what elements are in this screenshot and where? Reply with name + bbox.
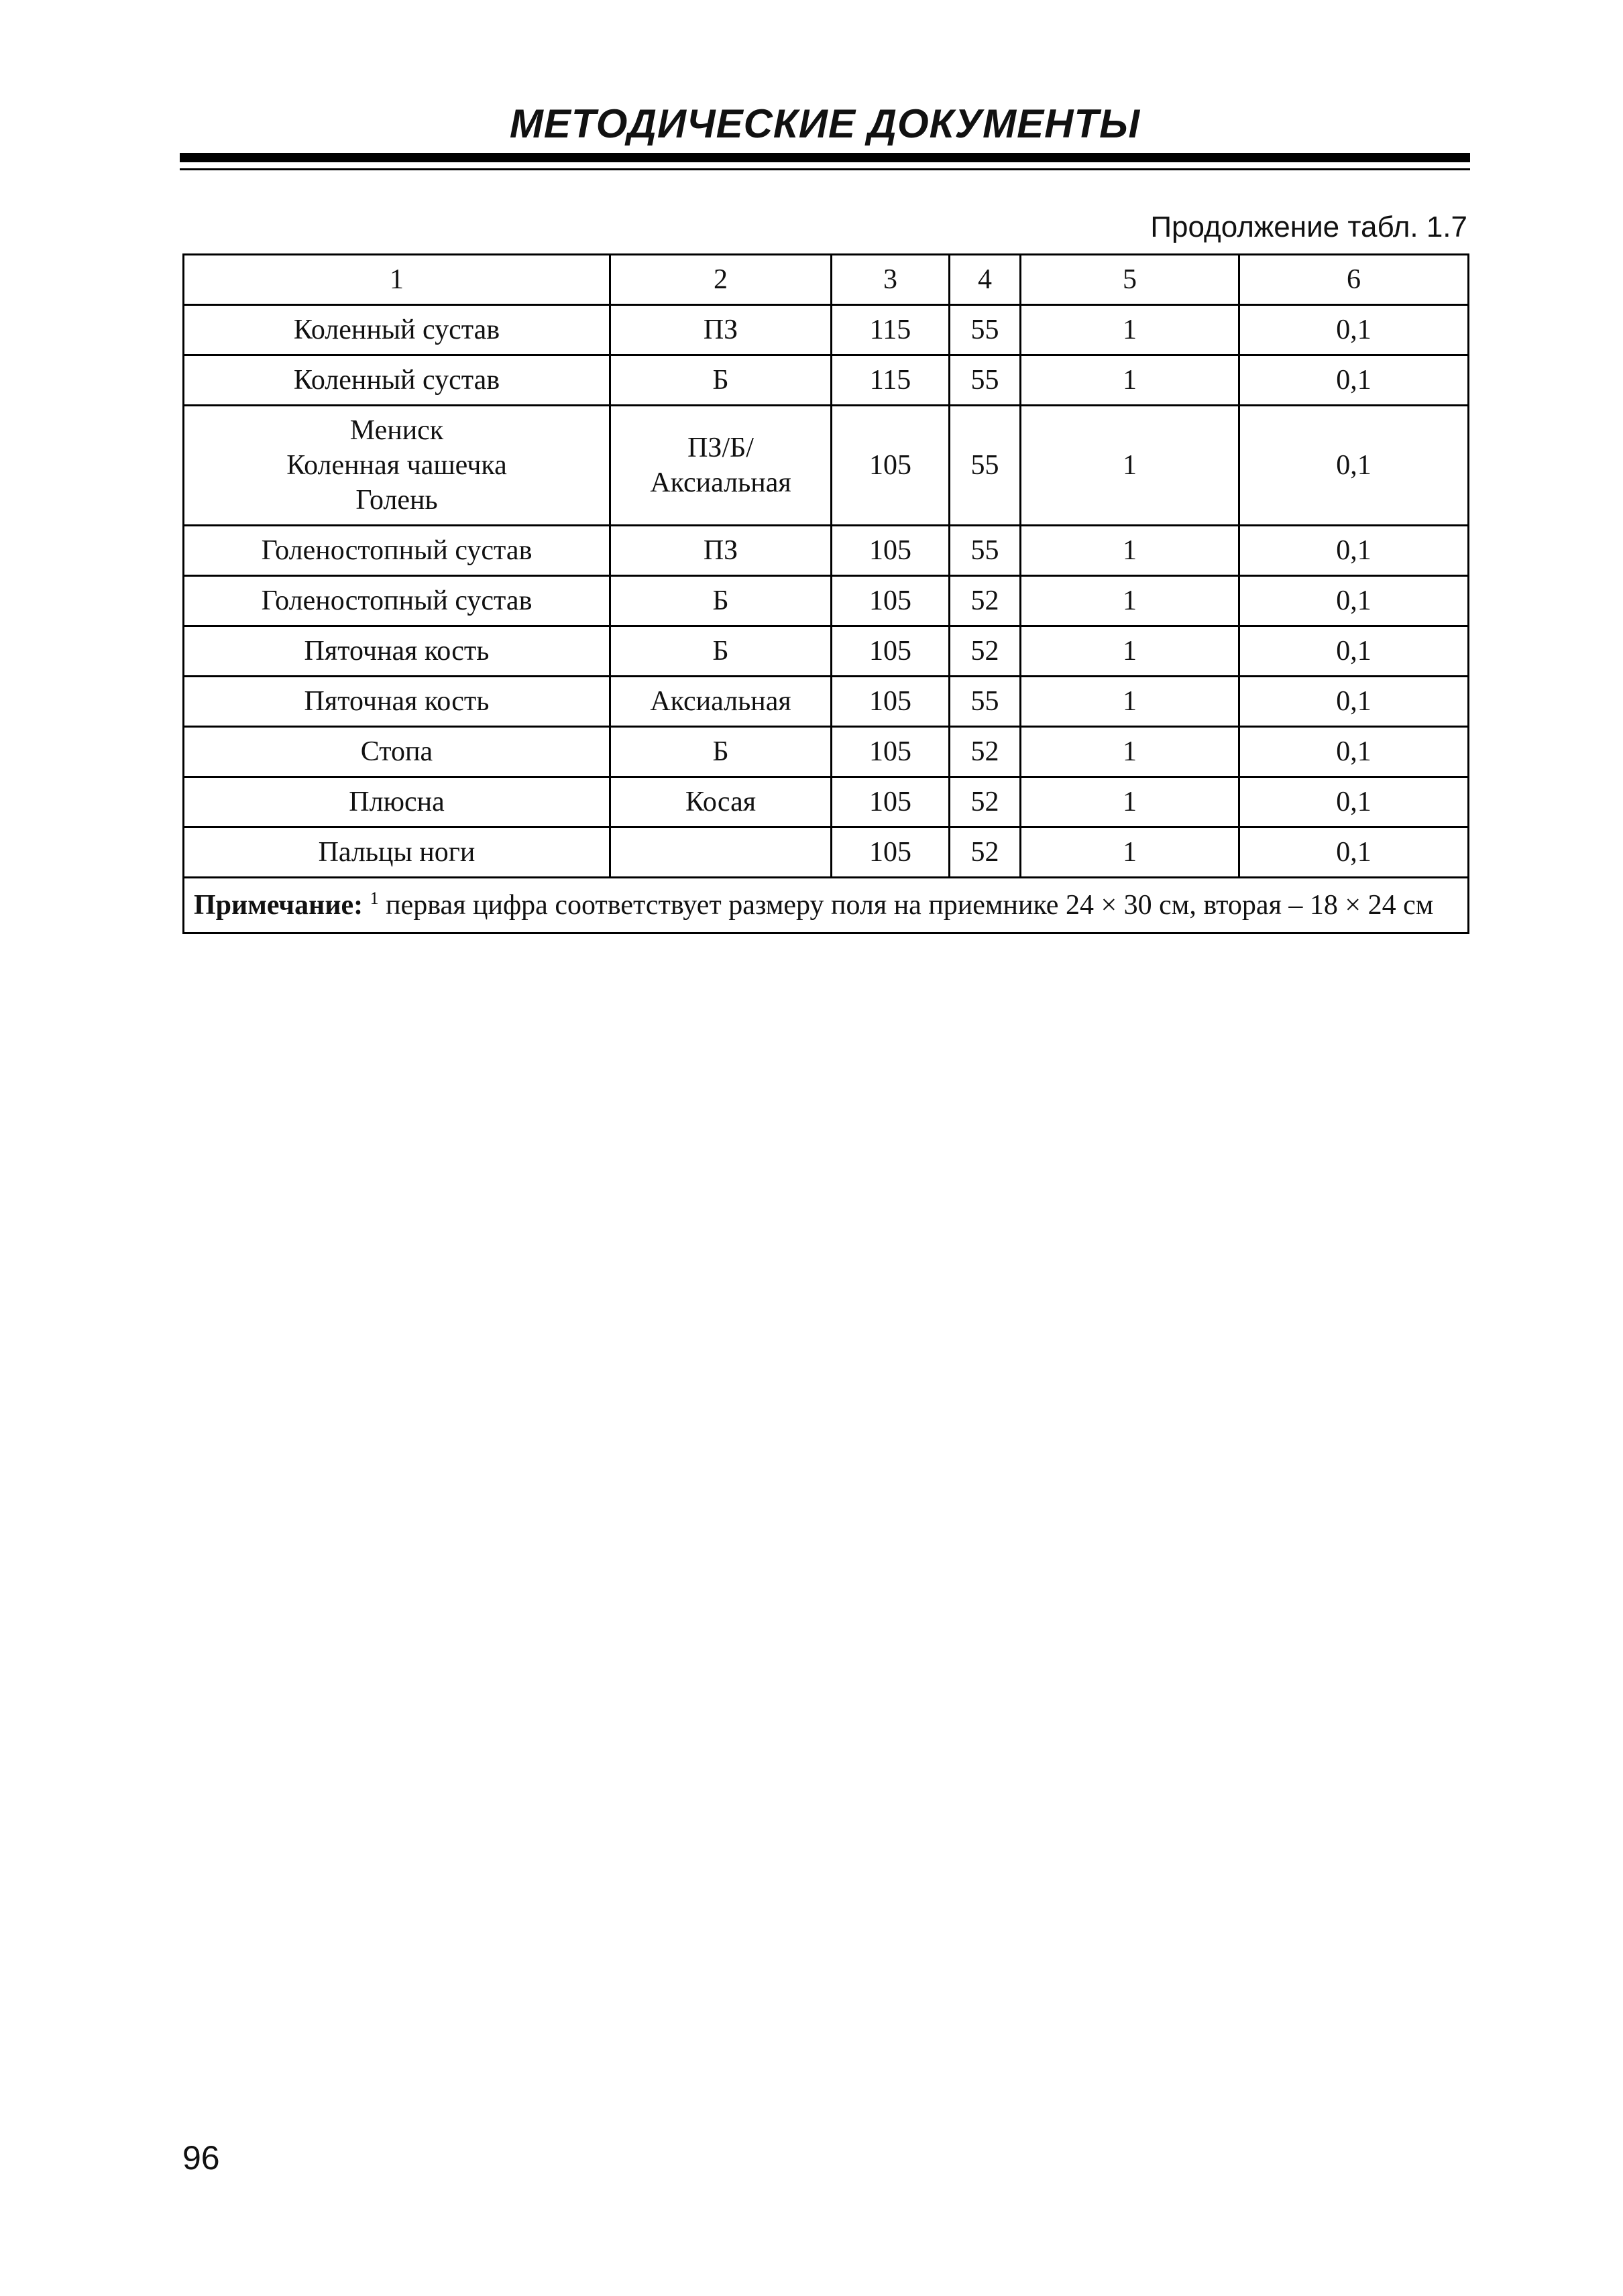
- note-superscript: 1: [370, 888, 379, 908]
- table-cell: Плюсна: [184, 777, 610, 827]
- table-row: [184, 677, 1469, 727]
- table-cell: Голеностопный сустав: [184, 576, 610, 626]
- table-cell: Б: [610, 727, 832, 777]
- table-cell: 0,1: [1239, 526, 1469, 576]
- table-cell: Б: [610, 576, 832, 626]
- table-cell: 55: [950, 526, 1021, 576]
- table-cell: 1: [1021, 406, 1239, 526]
- table-cell: 52: [950, 727, 1021, 777]
- table-continuation-caption: Продолжение табл. 1.7: [1150, 211, 1467, 243]
- table-cell: Косая: [610, 777, 832, 827]
- table-cell: 0,1: [1239, 827, 1469, 878]
- table-cell: 52: [950, 777, 1021, 827]
- table-cell: 55: [950, 677, 1021, 727]
- table-cell: 52: [950, 626, 1021, 677]
- table-cell: 105: [832, 727, 950, 777]
- table-cell: ПЗ: [610, 526, 832, 576]
- table-cell: 0,1: [1239, 677, 1469, 727]
- table-cell: 0,1: [1239, 626, 1469, 677]
- running-header: [180, 101, 1470, 168]
- table-cell: 1: [1021, 576, 1239, 626]
- table-row: [184, 526, 1469, 576]
- table-cell: Б: [610, 355, 832, 406]
- table-cell: Коленный сустав: [184, 305, 610, 355]
- table-cell: 55: [950, 406, 1021, 526]
- table-cell: 1: [1021, 526, 1239, 576]
- table-note-row: [184, 878, 1469, 933]
- table-row: [184, 727, 1469, 777]
- table-cell: 1: [1021, 727, 1239, 777]
- table-cell: 52: [950, 827, 1021, 878]
- page-number: 96: [182, 2139, 220, 2177]
- table-cell: 115: [832, 355, 950, 406]
- table-cell: 55: [950, 305, 1021, 355]
- table-cell: Пяточная кость: [184, 626, 610, 677]
- table-cell: 105: [832, 406, 950, 526]
- note-text: первая цифра соответствует размеру поля на приемнике 24 × 30 см, вторая – 18 × 24 см: [386, 890, 1434, 921]
- table-row: [184, 576, 1469, 626]
- table-row: [184, 827, 1469, 878]
- table-cell: 52: [950, 576, 1021, 626]
- table-cell: 105: [832, 626, 950, 677]
- column-header: 3: [832, 255, 950, 305]
- header-rule-thin: [180, 168, 1470, 170]
- table-cell: ПЗ: [610, 305, 832, 355]
- column-header: 1: [184, 255, 610, 305]
- table-cell: Коленный сустав: [184, 355, 610, 406]
- table-cell: 105: [832, 677, 950, 727]
- table-row: [184, 406, 1469, 526]
- table-cell: 105: [832, 777, 950, 827]
- header-rule-thick: [180, 153, 1470, 162]
- table-row: [184, 355, 1469, 406]
- table-cell: 1: [1021, 305, 1239, 355]
- table-cell: Голеностопный сустав: [184, 526, 610, 576]
- column-header: 6: [1239, 255, 1469, 305]
- table-cell: 1: [1021, 827, 1239, 878]
- table-cell: 0,1: [1239, 305, 1469, 355]
- table-cell: 1: [1021, 355, 1239, 406]
- table-cell: 0,1: [1239, 406, 1469, 526]
- table-header-row: [184, 255, 1469, 305]
- table-cell: Пальцы ноги: [184, 827, 610, 878]
- note-label: Примечание:: [194, 890, 363, 921]
- column-header: 4: [950, 255, 1021, 305]
- table-cell: 115: [832, 305, 950, 355]
- table-cell: Пяточная кость: [184, 677, 610, 727]
- table-cell: Мениск Коленная чашечка Голень: [184, 406, 610, 526]
- table-cell: ПЗ/Б/ Аксиальная: [610, 406, 832, 526]
- table-cell: 105: [832, 526, 950, 576]
- table-cell: 1: [1021, 677, 1239, 727]
- table-cell: [610, 827, 832, 878]
- table-cell: Аксиальная: [610, 677, 832, 727]
- table-row: [184, 305, 1469, 355]
- table-cell: 0,1: [1239, 355, 1469, 406]
- column-header: 2: [610, 255, 832, 305]
- table-cell: 0,1: [1239, 576, 1469, 626]
- table-cell: 55: [950, 355, 1021, 406]
- table-cell: 1: [1021, 777, 1239, 827]
- table-row: [184, 626, 1469, 677]
- table-cell: 105: [832, 827, 950, 878]
- table-cell: 0,1: [1239, 727, 1469, 777]
- table-cell: Стопа: [184, 727, 610, 777]
- table-note: [184, 878, 1469, 933]
- table-row: [184, 777, 1469, 827]
- table-cell: 105: [832, 576, 950, 626]
- table-cell: 0,1: [1239, 777, 1469, 827]
- column-header: 5: [1021, 255, 1239, 305]
- table-cell: 1: [1021, 626, 1239, 677]
- data-table: [182, 253, 1469, 934]
- header-title: МЕТОДИЧЕСКИЕ ДОКУМЕНТЫ: [509, 101, 1141, 146]
- table-cell: Б: [610, 626, 832, 677]
